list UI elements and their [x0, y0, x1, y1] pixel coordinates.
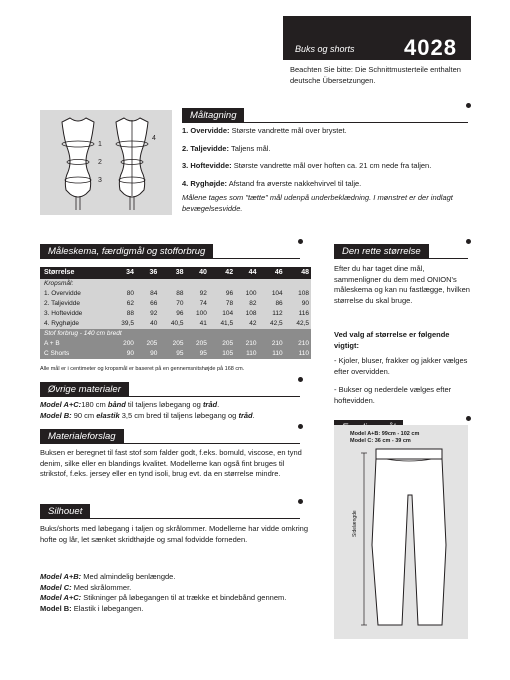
ovrige-line-1: Model A+C:180 cm bånd til taljens løbegang og tråd. — [40, 400, 220, 409]
table-row: 3. Hoftevidde 88 92 96 100 104 108 112 116 — [40, 309, 311, 319]
rule — [40, 396, 300, 397]
rette-important: Ved valg af størrelse er følgende vigtigt: — [334, 330, 450, 350]
faerdige-line-2: Model C: 36 cm - 39 cm — [350, 438, 411, 444]
table-row: Stof forbrug - 140 cm bredt — [40, 329, 311, 339]
table-row: Kropsmål: — [40, 279, 311, 289]
measure-item-2: 2. Taljevidde: Taljens mål. — [182, 143, 271, 153]
size-table — [40, 267, 311, 359]
dot — [298, 499, 303, 504]
table-header-row: Størrelse 34 36 38 40 42 44 46 48 — [40, 267, 311, 279]
heading-maleskema: Måleskema, færdigmål og stofforbrug — [40, 244, 213, 259]
ovrige-text — [40, 400, 310, 421]
heading-rette: Den rette størrelse — [334, 244, 429, 259]
rette-bullet-2: - Bukser og nederdele vælges efter hoftevidden. — [334, 385, 452, 405]
table-row: A + B 200 205 205 205 205 210 210 210 — [40, 339, 311, 349]
table-row: 1. Overvidde 80 84 88 92 96 100 104 108 — [40, 289, 311, 299]
materialeforslag-text: Buksen er beregnet til fast stof som falder godt, f.eks. bomuld, viscose, en tynd denim, silke eller en blandings kvalitet. Modellerne kan også fint bruges til strikstof, f.eks. jersey eller en tynd isoli, brug evt. da en størrelse mindre. — [40, 448, 302, 478]
heading-silhouet: Silhouet — [40, 504, 90, 519]
heading-ovrige: Øvrige materialer — [40, 382, 129, 397]
dot — [466, 239, 471, 244]
rule — [40, 258, 300, 259]
table-footnote: Alle mål er i centimeter og kropsmål er baseret på en gennemsnitshøjde på 168 cm. — [40, 366, 245, 372]
rule — [40, 443, 300, 444]
measure-item-1: 1. Overvidde: Største vandrette mål over brystet. — [182, 126, 347, 135]
rule — [334, 258, 468, 259]
dot — [298, 239, 303, 244]
fig-num-2: 2 — [98, 159, 102, 166]
dot — [298, 377, 303, 382]
measure-item-3: 3. Hoftevidde: Største vandrette mål over hoften ca. 21 cm nede fra taljen. — [182, 161, 432, 170]
measure-item-4: 4. Ryghøjde: Afstand fra øverste nakkehvirvel til talje. — [182, 178, 362, 188]
rule — [40, 518, 300, 519]
finished-measurements-box — [334, 425, 468, 639]
heading-maltagning: Måltagning — [182, 108, 244, 123]
translation-note: Beachten Sie bitte: Die Schnittmusterteile enthalten deutsche Übersetzungen. — [290, 65, 461, 85]
ovrige-line-2: Model B: 90 cm elastik 3,5 cm bred til taljens løbegang og tråd. — [40, 410, 255, 420]
pattern-title: Buks og shorts — [295, 44, 355, 54]
fig-num-4: 4 — [152, 135, 156, 142]
rette-bullet-1: - Kjoler, bluser, frakker og jakker vælges efter overvidden. — [334, 356, 468, 376]
faerdige-line-1: Model A+B: 99cm - 102 cm — [350, 431, 420, 437]
waistband — [376, 449, 442, 459]
dot — [466, 103, 471, 108]
model-ac: Model A+C: Stikninger på løbegangen til at trække et bindebånd gennem. Model B: Elastik i løbegangen. — [40, 593, 287, 613]
heading-materialeforslag: Materialeforslag — [40, 429, 124, 444]
side-length-label: Sidelængde — [352, 510, 358, 537]
table-row: 4. Ryghøjde 39,5 40 40,5 41 41,5 42 42,5 42,5 — [40, 319, 311, 329]
dot — [298, 424, 303, 429]
measurement-list — [182, 126, 472, 214]
model-ab: Model A+B: Med almindelig benlængde. — [40, 572, 176, 581]
trouser-body — [372, 459, 446, 625]
model-c: Model C: Med skrålommer. — [40, 582, 132, 592]
table-row: 2. Taljevidde 62 66 70 74 78 82 86 90 — [40, 299, 311, 309]
silhouet-models — [40, 572, 308, 614]
pattern-header — [283, 16, 471, 60]
rule — [182, 122, 468, 123]
fig-num-1: 1 — [98, 141, 102, 148]
table-row: C Shorts 90 90 95 95 105 110 110 110 — [40, 349, 311, 359]
measurement-note: Målene tages som "tætte" mål udenpå underbeklædning. I mønstret er der indlagt bevægelsesvidde. — [182, 193, 453, 213]
pattern-number: 4028 — [404, 35, 457, 60]
dot — [466, 416, 471, 421]
rette-text: Efter du har taget dine mål, sammenligner du dem med ONION's måleskema og kan nu fastlægge, hvilken størrelse du skal bruge. — [334, 264, 470, 305]
silhouet-text: Buks/shorts med løbegang i taljen og skrålommer. Modellerne har vidde omkring hofte og lår, let sænket skridthøjde og smal fodvidde forneden. — [40, 524, 308, 544]
measurement-figure — [40, 110, 172, 215]
fig-num-3: 3 — [98, 177, 102, 184]
body-form-illustration — [40, 110, 172, 215]
